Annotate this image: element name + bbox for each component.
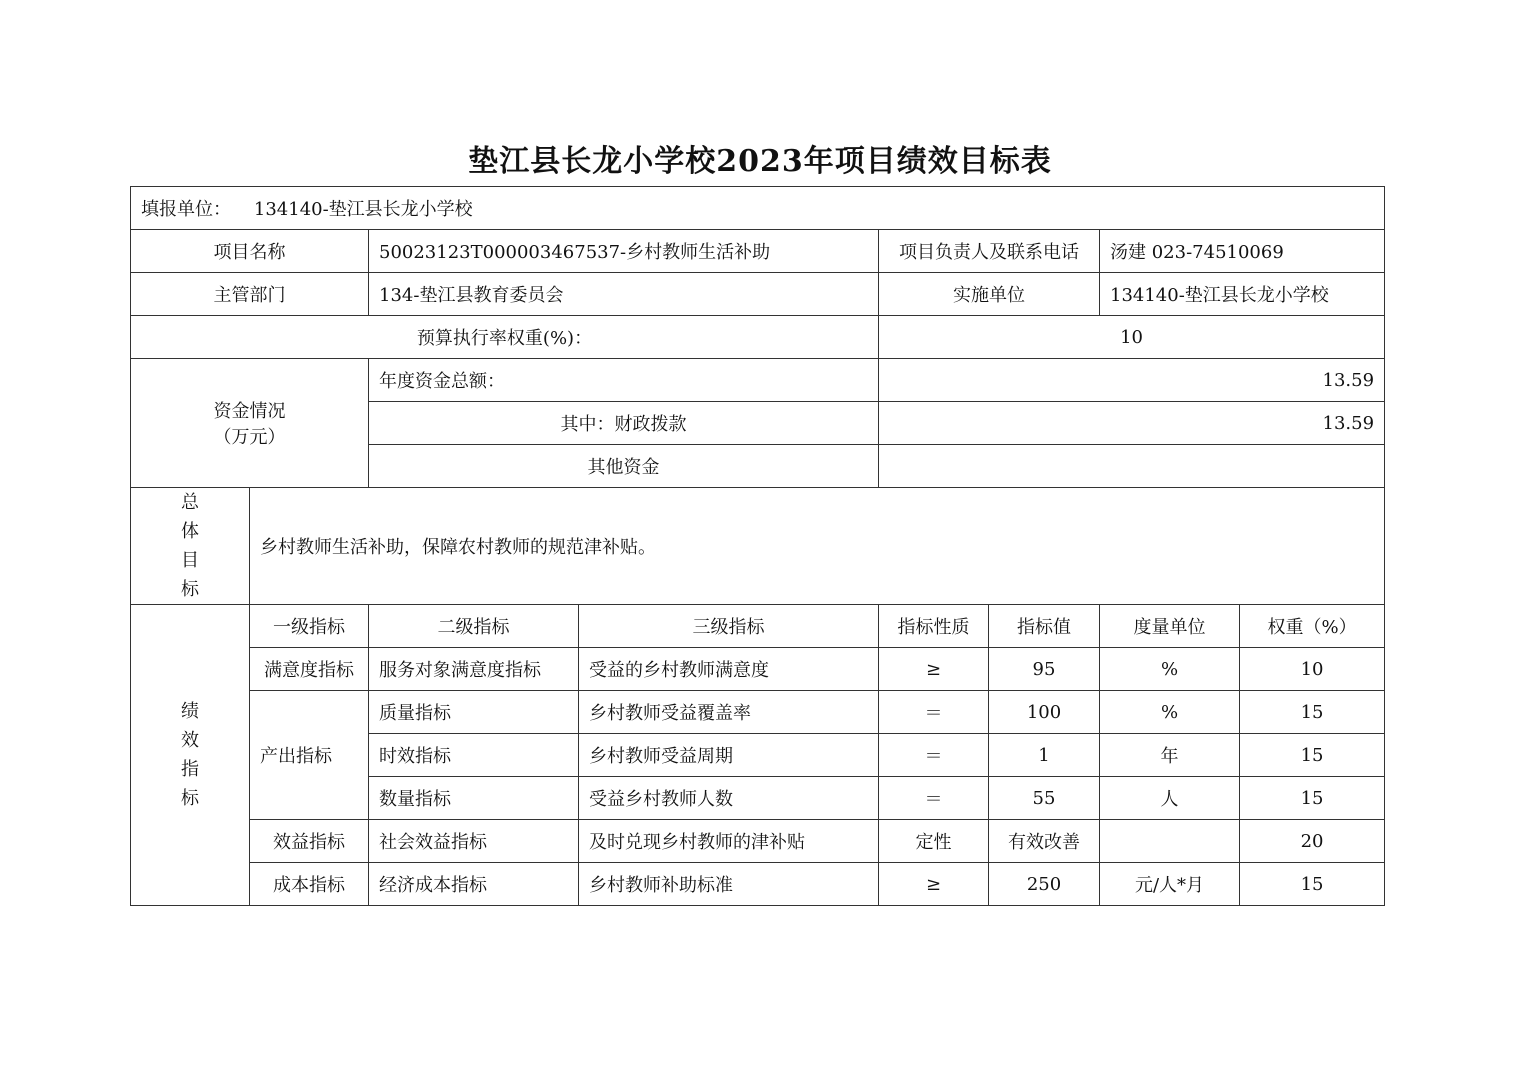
level2-cell: 时效指标 xyxy=(369,734,579,777)
value-cell: 55 xyxy=(989,777,1100,820)
nature-cell: ≥ xyxy=(879,863,989,906)
value-cell: 有效改善 xyxy=(989,820,1100,863)
funds-total-row xyxy=(131,359,1385,402)
level1-cell: 效益指标 xyxy=(250,820,369,863)
dept-value: 134-垫江县教育委员会 xyxy=(369,273,879,316)
nature-cell: 定性 xyxy=(879,820,989,863)
performance-table xyxy=(130,186,1385,906)
project-name-row xyxy=(131,230,1385,273)
weight-cell: 15 xyxy=(1240,863,1385,906)
unit-cell: 人 xyxy=(1100,777,1240,820)
indicators-label-char: 效 xyxy=(181,730,199,751)
level3-cell: 乡村教师受益覆盖率 xyxy=(579,691,879,734)
value-cell: 95 xyxy=(989,648,1100,691)
budget-weight-value: 10 xyxy=(879,316,1385,359)
indicator-header-row xyxy=(131,605,1385,648)
value-cell: 250 xyxy=(989,863,1100,906)
table-row xyxy=(131,863,1385,906)
level2-cell: 质量指标 xyxy=(369,691,579,734)
column-header: 度量单位 xyxy=(1100,605,1240,648)
indicators-label xyxy=(131,605,250,906)
weight-cell: 15 xyxy=(1240,691,1385,734)
level2-cell: 服务对象满意度指标 xyxy=(369,648,579,691)
level3-cell: 受益的乡村教师满意度 xyxy=(579,648,879,691)
indicators-label-char: 绩 xyxy=(181,701,199,722)
indicators-label-char: 指 xyxy=(181,759,199,780)
page-title: 垫江县长龙小学校2023年项目绩效目标表 xyxy=(468,144,1052,179)
funds-total-label: 年度资金总额： xyxy=(369,359,879,402)
weight-cell: 15 xyxy=(1240,777,1385,820)
funds-total-value: 13.59 xyxy=(879,359,1385,402)
nature-cell: ＝ xyxy=(879,777,989,820)
funds-fiscal-value: 13.59 xyxy=(879,402,1385,445)
column-header: 三级指标 xyxy=(579,605,879,648)
value-cell: 1 xyxy=(989,734,1100,777)
funds-other-value xyxy=(879,445,1385,488)
contact-label: 项目负责人及联系电话 xyxy=(879,230,1100,273)
nature-cell: ＝ xyxy=(879,691,989,734)
filler-label: 填报单位： xyxy=(141,199,231,220)
indicators-label-char: 标 xyxy=(181,788,199,809)
goal-text: 乡村教师生活补助，保障农村教师的规范津补贴。 xyxy=(250,488,1385,605)
level1-cell: 满意度指标 xyxy=(250,648,369,691)
value-cell: 100 xyxy=(989,691,1100,734)
table-row xyxy=(131,691,1385,734)
column-header: 指标性质 xyxy=(879,605,989,648)
impl-label: 实施单位 xyxy=(879,273,1100,316)
weight-cell: 10 xyxy=(1240,648,1385,691)
unit-cell: 元/人*月 xyxy=(1100,863,1240,906)
table-row xyxy=(131,648,1385,691)
goal-label-char: 体 xyxy=(181,521,199,542)
funds-label-line2: （万元） xyxy=(213,427,286,448)
column-header: 一级指标 xyxy=(250,605,369,648)
weight-cell: 15 xyxy=(1240,734,1385,777)
level3-cell: 乡村教师补助标准 xyxy=(579,863,879,906)
funds-label-line1: 资金情况 xyxy=(213,401,286,422)
level3-cell: 受益乡村教师人数 xyxy=(579,777,879,820)
filler-value: 134140-垫江县长龙小学校 xyxy=(253,199,473,220)
dept-row xyxy=(131,273,1385,316)
contact-value: 汤建 023-74510069 xyxy=(1100,230,1385,273)
level2-cell: 社会效益指标 xyxy=(369,820,579,863)
goal-row xyxy=(131,488,1385,605)
budget-weight-row xyxy=(131,316,1385,359)
table-row xyxy=(131,820,1385,863)
goal-label-char: 总 xyxy=(181,492,199,513)
level2-cell: 数量指标 xyxy=(369,777,579,820)
goal-label-char: 标 xyxy=(181,579,199,600)
column-header: 权重（%） xyxy=(1240,605,1385,648)
budget-weight-label: 预算执行率权重(%)： xyxy=(131,316,879,359)
level3-cell: 及时兑现乡村教师的津补贴 xyxy=(579,820,879,863)
unit-cell xyxy=(1100,820,1240,863)
project-name-label: 项目名称 xyxy=(131,230,369,273)
nature-cell: ＝ xyxy=(879,734,989,777)
goal-label-char: 目 xyxy=(181,550,199,571)
level1-cell: 成本指标 xyxy=(250,863,369,906)
funds-label xyxy=(131,359,369,488)
level1-cell: 产出指标 xyxy=(250,691,369,820)
funds-other-label: 其他资金 xyxy=(369,445,879,488)
goal-label xyxy=(131,488,250,605)
filler-row xyxy=(131,187,1385,230)
column-header: 指标值 xyxy=(989,605,1100,648)
unit-cell: % xyxy=(1100,648,1240,691)
weight-cell: 20 xyxy=(1240,820,1385,863)
nature-cell: ≥ xyxy=(879,648,989,691)
unit-cell: 年 xyxy=(1100,734,1240,777)
impl-value: 134140-垫江县长龙小学校 xyxy=(1100,273,1385,316)
unit-cell: % xyxy=(1100,691,1240,734)
level3-cell: 乡村教师受益周期 xyxy=(579,734,879,777)
column-header: 二级指标 xyxy=(369,605,579,648)
project-name-value: 50023123T000003467537-乡村教师生活补助 xyxy=(369,230,879,273)
level2-cell: 经济成本指标 xyxy=(369,863,579,906)
dept-label: 主管部门 xyxy=(131,273,369,316)
funds-fiscal-label: 其中：财政拨款 xyxy=(369,402,879,445)
